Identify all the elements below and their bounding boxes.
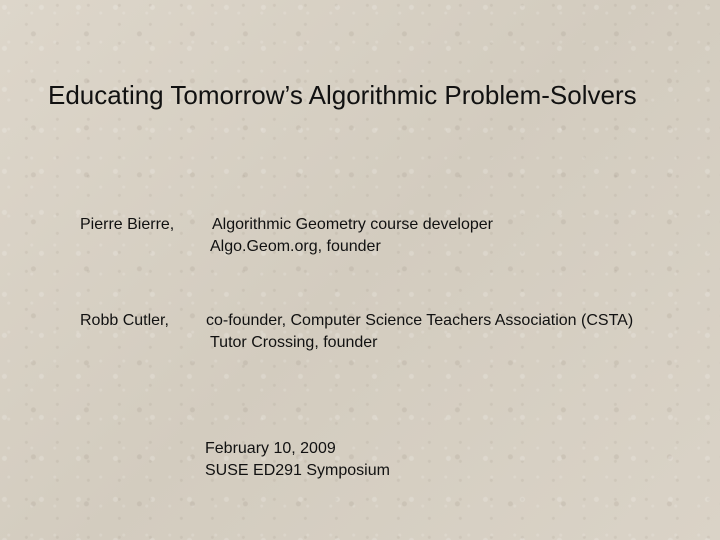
event-name: SUSE ED291 Symposium xyxy=(205,462,390,479)
presenter-name-1: Pierre Bierre, xyxy=(80,216,175,233)
presenter-name-2: Robb Cutler, xyxy=(80,312,169,329)
presenter-2-role-1: co-founder, Computer Science Teachers Association (CSTA) xyxy=(206,312,634,329)
presenter-1-role-2: Algo.Geom.org, founder xyxy=(210,238,381,255)
presenter-2-role-2: Tutor Crossing, founder xyxy=(210,334,378,351)
event-date: February 10, 2009 xyxy=(205,440,336,457)
presenter-1-role-1: Algorithmic Geometry course developer xyxy=(212,216,494,233)
slide-title: Educating Tomorrow’s Algorithmic Problem-Solvers xyxy=(48,80,637,110)
